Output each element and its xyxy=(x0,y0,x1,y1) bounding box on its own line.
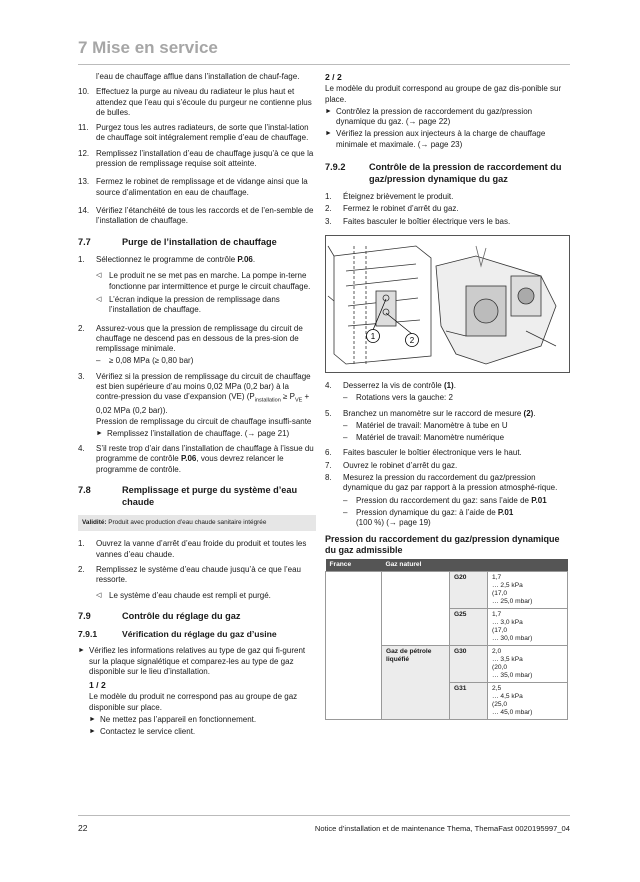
action-item: ► Contrôlez la pression de raccordement du gaz/pression dynamique du gaz. (→ page 22) xyxy=(325,106,533,127)
dash-item: – Matériel de travail: Manomètre à tube en U xyxy=(343,420,508,430)
result-marker-icon: ◁ xyxy=(96,272,102,280)
result-marker-icon: ◁ xyxy=(96,592,102,600)
table-header-code xyxy=(450,559,488,572)
list-item: 1. Sélectionnez le programme de contrôle P.06. ◁ Le produit ne se met pas en marche. La pompe in-terne fonctionne par intermittence et purge le circuit chauffage. ◁ L’écran indique la pression de remplissage dans l’installation de chauffage. xyxy=(78,255,316,315)
list-item: 12. Remplissez l’installation d’eau de chauffage jusqu’à ce que la pression de remplissage requise soit atteinte. xyxy=(78,148,314,169)
arrow-right-icon: ► xyxy=(89,728,96,736)
list-item: 10. Effectuez la purge au niveau du radiateur le plus haut et attendez que l’eau qui s’écoule du purgeur ne contienne plus de bulles. xyxy=(78,87,312,117)
table-row: G20 1,7 … 2,5 kPa (17,0 … 25,0 mbar) xyxy=(326,571,568,608)
list-item: 4. Desserrez la vis de contrôle (1). – Rotations vers la gauche: 2 xyxy=(325,381,570,404)
left-column xyxy=(78,72,316,740)
footer-text: Notice d’installation et de maintenance Thema, ThemaFast 0020195997_04 xyxy=(314,824,570,833)
right-column xyxy=(325,72,570,720)
section-heading-7-9: 7.9 Contrôle du réglage du gaz xyxy=(78,610,241,621)
callout-label-2: 2 xyxy=(409,335,415,345)
action-item: ► Vérifiez la pression aux injecteurs à la charge de chauffage minimale et maximale. (→ page 23) xyxy=(325,129,546,149)
table-header-value xyxy=(488,559,568,572)
result-marker-icon: ◁ xyxy=(96,295,102,303)
steps-10-14 xyxy=(78,87,316,226)
list-item: 3. Vérifiez si la pression de remplissage du circuit de chauffage est bien supérieure d’au moins 0,02 MPa (0,2 bar) à la contre-pression du vase d’expansion (VE) ($P_{installation} \ge P_{VE} + 0,02$ MPa (0,2 bar)). Pression de remplissage du circuit de chauffage insuffi-sante ► Remplissez l’installation de chauffage. (→ page 21) xyxy=(78,372,316,439)
list-item: 2. Remplissez le système d’eau chaude jusqu’à ce que l’eau ressorte. ◁ Le système d’eau chaude est rempli et purgé. xyxy=(78,565,316,602)
result-item: ◁ L’écran indique la pression de remplissage dans l’installation de chauffage. xyxy=(96,294,280,315)
footer-rule xyxy=(78,815,570,816)
result-item: ◁ Le produit ne se met pas en marche. La pompe in-terne fonctionne par intermittence et purge le circuit chauffage. xyxy=(96,271,311,291)
gas-valve-illustration xyxy=(325,235,570,373)
dash-item: – ≥ 0,08 MPa (≥ 0,80 bar) xyxy=(96,356,194,366)
section-heading-7-7: 7.7 Purge de l’installation de chauffage xyxy=(78,236,277,247)
continued-text: l’eau de chauffage afflue dans l’installation de chauf-fage. xyxy=(96,72,300,81)
table-row: Gaz de pétrole liquéfié G30 2,0 … 3,5 kPa (20,0 … 35,0 mbar) xyxy=(326,645,568,682)
list-item: 8. Mesurez la pression du raccordement du gaz/pression dynamique du gaz par rapport à la pression atmosphé-rique. – Pression du raccordement du gaz: sans l’aide de P.01 – Pression dynamique du gaz: à l’aide de P.01 (100 %) (→ page 19) xyxy=(325,473,570,528)
dash-item: – Matériel de travail: Manomètre numérique xyxy=(343,433,505,443)
table-title: Pression du raccordement du gaz/pression dynamique du gaz admissible xyxy=(325,533,560,555)
result-item: ◁ Le système d’eau chaude est rempli et purgé. xyxy=(96,591,271,601)
header-rule xyxy=(78,64,570,65)
list-item: 1. Ouvrez la vanne d’arrêt d’eau froide du produit et toutes les vannes d’eau chaude. xyxy=(78,539,307,559)
list-item: 4. S’il reste trop d’air dans l’installation de chauffage à l’issue du programme de contrôle P.06, vous devrez relancer le programme de contrôle. xyxy=(78,444,314,474)
validity-box: Validité: Produit avec production d’eau chaude sanitaire intégrée xyxy=(78,515,316,531)
list-item: 2. Assurez-vous que la pression de remplissage du circuit de chauffage ne descend pas en dessous de la pres-sion de remplissage minimale. – ≥ 0,08 MPa (≥ 0,80 bar) xyxy=(78,324,316,367)
list-item: 13. Fermez le robinet de remplissage et de vidange ainsi que la source d’alimentation en eau de chauffage. xyxy=(78,177,308,197)
step-2-block: 2 / 2 Le modèle du produit correspond au groupe de gaz dis-ponible sur place. ► Contrôlez la pression de raccordement du gaz/pression dynamique du gaz. (→ page 22) ► Vérifiez la pression aux injecteurs à la charge de chauffage minimale et maximale. (→ page 23) xyxy=(325,72,570,150)
table-row: G25 1,7 … 3,0 kPa (17,0 … 30,0 mbar) xyxy=(326,608,568,645)
list-item: 5. Branchez un manomètre sur le raccord de mesure (2). – Matériel de travail: Manomètre à tube en U – Matériel de travail: Manomètre numérique xyxy=(325,409,570,444)
dash-item: – Rotations vers la gauche: 2 xyxy=(343,393,453,403)
list-item: 1. Éteignez brièvement le produit. xyxy=(325,192,454,202)
gas-valve-drawing xyxy=(326,236,569,372)
action-item: ► Remplissez l’installation de chauffage. (→ page 21) xyxy=(96,428,290,438)
list-item: 3. Faites basculer le boîtier électrique vers le bas. xyxy=(325,216,511,226)
section-heading-7-9-2: 7.9.2 Contrôle de la pression de raccordement du gaz/pression dynamique du gaz xyxy=(325,162,562,184)
arrow-right-icon: ► xyxy=(89,716,96,724)
action-item: ► Contactez le service client. xyxy=(89,727,196,737)
table-header-row: France Gaz naturel xyxy=(326,559,568,572)
list-item: 11. Purgez tous les autres radiateurs, de sorte que l’instal-lation de chauffage soit intégralement remplie d’eau de chauffage. xyxy=(78,123,309,143)
arrow-right-icon: ► xyxy=(78,647,85,655)
arrow-right-icon: ► xyxy=(96,429,103,437)
chapter-title: 7 Mise en service xyxy=(78,38,218,57)
dash-item: – Pression dynamique du gaz: à l’aide de P.01 (100 %) (→ page 19) xyxy=(343,507,514,528)
action-item: ► Vérifiez les informations relatives au type de gaz qui fi-gurent sur la plaque signalétique et comparez-les au type de gaz disponible sur le lieu d’installation. xyxy=(78,646,306,676)
section-heading-7-9-1: 7.9.1 Vérification du réglage du gaz d’usine xyxy=(78,629,277,640)
step-1-block: 1 / 2 Le modèle du produit ne correspond pas au groupe de gaz disponible sur place. ► Ne mettez pas l’appareil en fonctionnement. ► Contactez le service client. xyxy=(78,680,316,737)
arrow-right-icon: ► xyxy=(325,130,332,138)
action-item: ► Ne mettez pas l’appareil en fonctionnement. xyxy=(89,715,257,725)
gas-pressure-table xyxy=(325,559,568,720)
page-number: 22 xyxy=(78,823,88,833)
list-item: 6. Faites basculer le boîtier électronique vers le haut. xyxy=(325,448,522,458)
list-item: 14. Vérifiez l’étanchéité de tous les raccords et de l’en-semble de l’installation de chauffage. xyxy=(78,205,314,226)
list-item: 2. Fermez le robinet d’arrêt du gaz. xyxy=(325,204,459,214)
arrow-right-icon: ► xyxy=(325,107,332,115)
callout-label-1: 1 xyxy=(370,331,376,341)
list-item: 7. Ouvrez le robinet d’arrêt du gaz. xyxy=(325,460,458,470)
section-heading-7-8: 7.8 Remplissage et purge du système d’eau chaude xyxy=(78,485,298,507)
dash-item: – Pression du raccordement du gaz: sans l’aide de P.01 xyxy=(343,495,547,505)
table-row: G31 2,5 … 4,5 kPa (25,0 … 45,0 mbar) xyxy=(326,682,568,719)
